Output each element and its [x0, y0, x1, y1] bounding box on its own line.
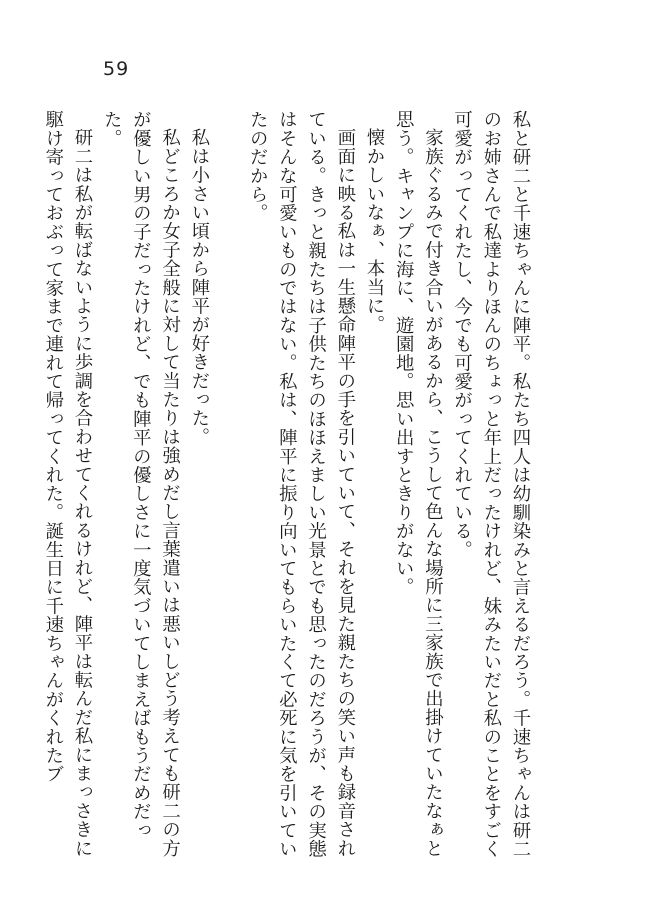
body-text [39, 110, 535, 870]
paragraph: 私どころか女子全般に対して当たりは強めだし言葉遣いは悪いしどう考えても研二の方が優しい男の子だったけれど、でも陣平の優しさに一度気づいてしまえばもうだめだった。 [101, 110, 181, 858]
paragraph: 私と研二と千速ちゃんに陣平。私たち四人は幼馴染みと言えるだろう。千速ちゃんは研二のお姉さんで私達よりほんのちょっと年上だったけれど、妹みたいだと私のことをすごく可愛がってくれたし、今でも可愛がってくれている。 [451, 110, 531, 858]
paragraph-spacer [214, 110, 243, 870]
paragraph: 研二は私が転ばないように歩調を合わせてくれるけれど、陣平は転んだ私にまっさきに駆け寄っておぶって家まで連れて帰ってくれた。誕生日に千速ちゃんがくれたブ [42, 110, 93, 858]
paragraph: 懐かしいなぁ、本当に。 [363, 128, 385, 335]
page-number: 59 [103, 58, 130, 80]
paragraph: 家族ぐるみで付き合いがあるから、こうして色んな場所に三家族で出掛けていたなぁと思う。キャンプに海に、遊園地。思い出すときりがない。 [393, 110, 444, 858]
paragraph: 画面に映る私は一生懸命陣平の手を引いていて、それを見た親たちの笑い声も録音されている。きっと親たちは子供たちのほほえましい光景とでも思ったのだろうが、その実態はそんな可愛いものではない。私は、陣平に振り向いてもらいたくて必死に気を引いていたのだから。 [247, 110, 356, 858]
paragraph: 私は小さい頃から陣平が好きだった。 [188, 128, 210, 447]
